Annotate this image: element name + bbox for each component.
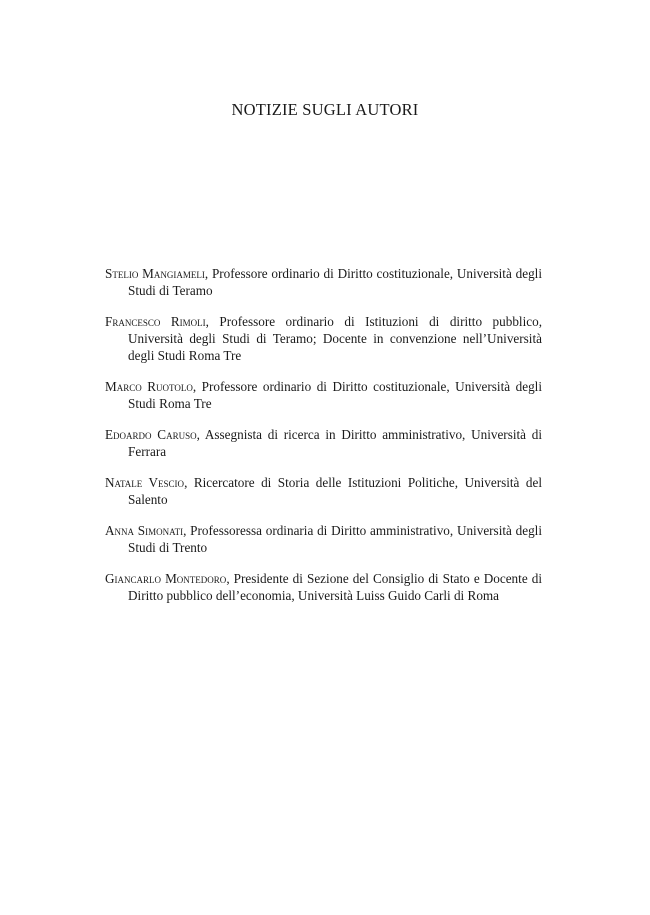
author-description: , Professore ordinario di Diritto costituzionale, Università degli Studi Roma Tre — [128, 379, 542, 411]
author-description: , Assegnista di ricerca in Diritto amministrativo, Università di Ferrara — [128, 427, 542, 459]
page-title: NOTIZIE SUGLI AUTORI — [231, 100, 419, 119]
author-entry — [105, 426, 542, 460]
author-description: , Ricercatore di Storia delle Istituzioni Politiche, Università del Salento — [128, 475, 542, 507]
author-description: , Professore ordinario di Istituzioni di diritto pubblico, Università degli Studi di Teramo; Docente in convenzione nell’Università degli Studi Roma Tre — [128, 314, 542, 363]
author-name: Natale Vescio — [105, 475, 185, 490]
author-description: , Professoressa ordinaria di Diritto amministrativo, Università degli Studi di Trento — [128, 523, 543, 555]
author-name: Stelio Mangiameli — [105, 266, 205, 281]
author-entry — [105, 265, 542, 299]
author-description: , Presidente di Sezione del Consiglio di Stato e Docente di Diritto pubblico dell’economia, Università Luiss Guido Carli di Roma — [128, 571, 542, 603]
author-entry — [105, 313, 542, 364]
author-name: Giancarlo Montedoro — [105, 571, 227, 586]
author-entry — [105, 570, 542, 604]
author-entry — [105, 474, 542, 508]
author-name: Anna Simonati — [105, 523, 184, 538]
author-name: Francesco Rimoli — [105, 314, 206, 329]
author-name: Marco Ruotolo — [105, 379, 193, 394]
authors-list — [105, 265, 542, 618]
author-entry — [105, 522, 542, 556]
author-description: , Professore ordinario di Diritto costituzionale, Università degli Studi di Teramo — [128, 266, 542, 298]
author-name: Edoardo Caruso — [105, 427, 197, 442]
author-entry — [105, 378, 542, 412]
